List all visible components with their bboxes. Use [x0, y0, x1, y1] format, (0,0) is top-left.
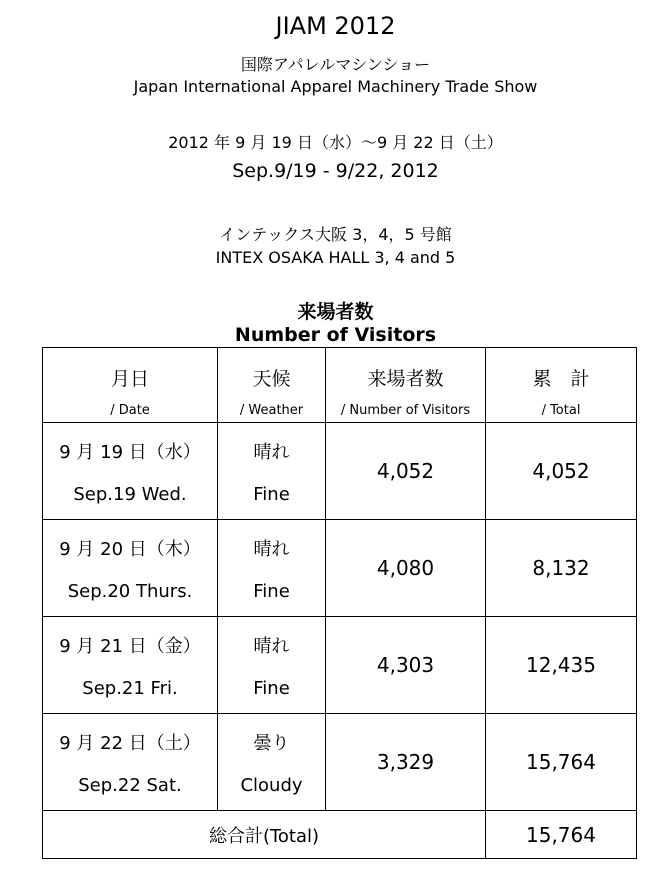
weather-cell	[218, 423, 326, 520]
column-header-total-en: / Total	[541, 403, 581, 418]
date-en: Sep.22 Sat.	[78, 774, 182, 796]
venue-english: INTEX OSAKA HALL 3, 4 and 5	[215, 248, 456, 267]
grand-total-value: 15,764	[486, 811, 637, 859]
column-header-date-en: / Date	[110, 403, 150, 418]
visitors-cell: 4,052	[326, 423, 486, 520]
table-header-row	[43, 348, 637, 423]
weather-cell	[218, 520, 326, 617]
date-en: Sep.20 Thurs.	[67, 580, 193, 602]
date-jp: 9 月 19 日（水）	[59, 441, 201, 463]
document-title: JIAM 2012	[275, 12, 396, 40]
event-date-english: Sep.9/19 - 9/22, 2012	[232, 160, 439, 182]
weather-en: Fine	[253, 677, 290, 699]
event-date-japanese: 2012 年 9 月 19 日（水）～9 月 22 日（土）	[168, 133, 503, 152]
weather-jp: 晴れ	[253, 441, 290, 463]
table-row	[43, 714, 637, 811]
date-en: Sep.21 Fri.	[82, 677, 178, 699]
date-cell	[43, 423, 218, 520]
weather-cell	[218, 617, 326, 714]
column-header-visitors-en: / Number of Visitors	[340, 403, 471, 418]
visitors-heading-english: Number of Visitors	[234, 324, 437, 346]
table-row	[43, 520, 637, 617]
visitors-heading-japanese: 来場者数	[297, 301, 374, 323]
date-cell	[43, 617, 218, 714]
event-name-english: Japan International Apparel Machinery Trade Show	[133, 77, 538, 96]
column-header-weather-en: / Weather	[239, 403, 304, 418]
visitors-cell: 4,080	[326, 520, 486, 617]
table-row	[43, 617, 637, 714]
column-header-total-jp: 累 計	[532, 368, 590, 390]
visitors-cell: 3,329	[326, 714, 486, 811]
weather-jp: 晴れ	[253, 538, 290, 560]
date-en: Sep.19 Wed.	[73, 483, 187, 505]
column-header-weather	[218, 348, 326, 423]
event-name-japanese: 国際アパレルマシンショー	[240, 55, 431, 74]
date-jp: 9 月 20 日（木）	[59, 538, 201, 560]
total-cell: 15,764	[486, 714, 637, 811]
table-row	[43, 423, 637, 520]
date-jp: 9 月 22 日（土）	[59, 732, 201, 754]
date-jp: 9 月 21 日（金）	[59, 635, 201, 657]
column-header-visitors	[326, 348, 486, 423]
column-header-date	[43, 348, 218, 423]
weather-jp: 曇り	[253, 732, 290, 754]
column-header-date-jp: 月日	[110, 368, 149, 390]
total-cell: 4,052	[486, 423, 637, 520]
weather-en: Fine	[253, 580, 290, 602]
date-cell	[43, 714, 218, 811]
grand-total-row	[43, 811, 637, 859]
visitors-table	[42, 347, 637, 859]
date-cell	[43, 520, 218, 617]
weather-jp: 晴れ	[253, 635, 290, 657]
grand-total-label: 総合計(Total)	[43, 811, 486, 859]
column-header-visitors-jp: 来場者数	[367, 368, 444, 390]
total-cell: 12,435	[486, 617, 637, 714]
total-cell: 8,132	[486, 520, 637, 617]
visitors-cell: 4,303	[326, 617, 486, 714]
column-header-weather-jp: 天候	[252, 368, 291, 390]
weather-cell	[218, 714, 326, 811]
venue-japanese: インテックス大阪 3，4，5 号館	[219, 225, 452, 244]
weather-en: Fine	[253, 483, 290, 505]
weather-en: Cloudy	[240, 774, 303, 796]
column-header-total	[486, 348, 637, 423]
